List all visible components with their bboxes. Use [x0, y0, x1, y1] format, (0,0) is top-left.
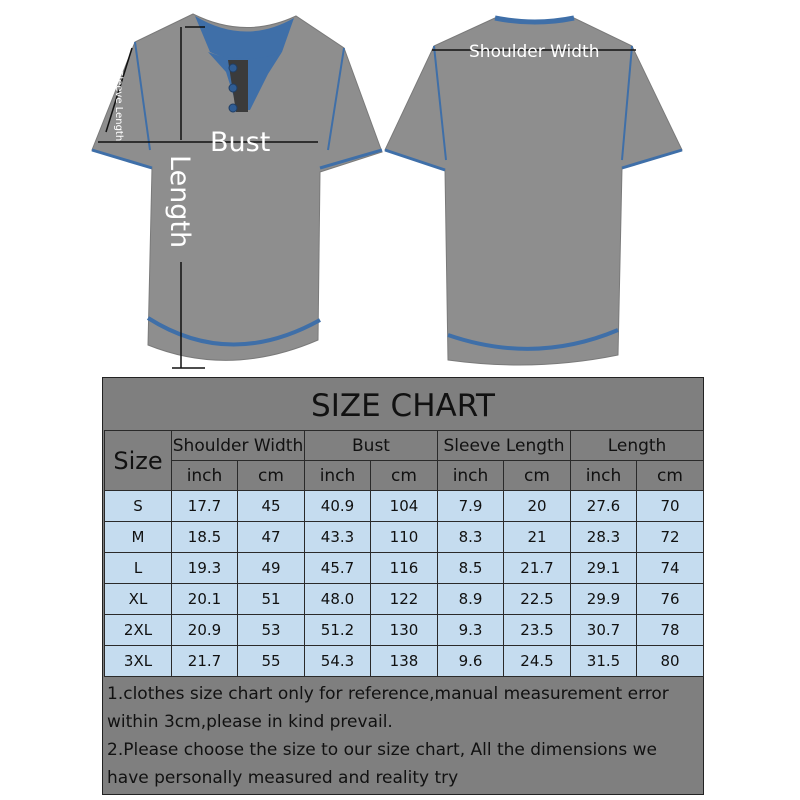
value-cell: 51.2 — [305, 615, 371, 646]
value-cell: 19.3 — [172, 553, 238, 584]
table-row — [105, 646, 704, 677]
front-shirt — [92, 14, 382, 368]
length-label: Length — [164, 155, 195, 249]
note-line: 1.clothes size chart only for reference,manual measurement error within 3cm,please in kind prevail. — [107, 684, 669, 732]
sleeve-length-label: Sleeve Length — [113, 70, 124, 142]
value-cell: 138 — [371, 646, 438, 677]
value-cell: 78 — [637, 615, 704, 646]
chart-title: SIZE CHART — [311, 388, 495, 424]
size-cell: S — [105, 491, 172, 522]
value-cell: 130 — [371, 615, 438, 646]
value-cell: 53 — [238, 615, 305, 646]
value-cell: 28.3 — [571, 522, 637, 553]
value-cell: 7.9 — [438, 491, 504, 522]
shirt-illustration — [0, 0, 800, 375]
size-header: Size — [105, 431, 172, 491]
value-cell: 30.7 — [571, 615, 637, 646]
value-cell: 8.9 — [438, 584, 504, 615]
value-cell: 47 — [238, 522, 305, 553]
value-cell: 20.1 — [172, 584, 238, 615]
value-cell: 29.9 — [571, 584, 637, 615]
size-chart — [102, 377, 704, 795]
value-cell: 8.5 — [438, 553, 504, 584]
value-cell: 45 — [238, 491, 305, 522]
value-cell: 8.3 — [438, 522, 504, 553]
value-cell: 9.6 — [438, 646, 504, 677]
value-cell: 21.7 — [172, 646, 238, 677]
group-header: Sleeve Length — [438, 431, 571, 461]
unit-header-row — [105, 461, 704, 491]
value-cell: 116 — [371, 553, 438, 584]
value-cell: 9.3 — [438, 615, 504, 646]
group-header: Length — [571, 431, 704, 461]
table-row — [105, 522, 704, 553]
size-table — [104, 430, 704, 677]
value-cell: 24.5 — [504, 646, 571, 677]
value-cell: 20.9 — [172, 615, 238, 646]
notes — [107, 680, 697, 792]
group-header-row — [105, 431, 704, 461]
size-cell: XL — [105, 584, 172, 615]
value-cell: 45.7 — [305, 553, 371, 584]
value-cell: 51 — [238, 584, 305, 615]
value-cell: 23.5 — [504, 615, 571, 646]
value-cell: 43.3 — [305, 522, 371, 553]
value-cell: 27.6 — [571, 491, 637, 522]
table-row — [105, 615, 704, 646]
value-cell: 22.5 — [504, 584, 571, 615]
unit-header: inch — [172, 461, 238, 491]
unit-header: cm — [238, 461, 305, 491]
unit-header: inch — [438, 461, 504, 491]
unit-header: cm — [504, 461, 571, 491]
unit-header: cm — [371, 461, 438, 491]
value-cell: 104 — [371, 491, 438, 522]
value-cell: 55 — [238, 646, 305, 677]
group-header: Bust — [305, 431, 438, 461]
value-cell: 31.5 — [571, 646, 637, 677]
value-cell: 18.5 — [172, 522, 238, 553]
value-cell: 29.1 — [571, 553, 637, 584]
value-cell: 76 — [637, 584, 704, 615]
value-cell: 21.7 — [504, 553, 571, 584]
value-cell: 70 — [637, 491, 704, 522]
value-cell: 74 — [637, 553, 704, 584]
table-row — [105, 553, 704, 584]
value-cell: 72 — [637, 522, 704, 553]
value-cell: 110 — [371, 522, 438, 553]
unit-header: inch — [305, 461, 371, 491]
bust-label: Bust — [210, 127, 271, 158]
value-cell: 40.9 — [305, 491, 371, 522]
shoulder-width-label: Shoulder Width — [469, 42, 600, 62]
unit-header: inch — [571, 461, 637, 491]
value-cell: 54.3 — [305, 646, 371, 677]
table-row — [105, 584, 704, 615]
size-cell: M — [105, 522, 172, 553]
value-cell: 20 — [504, 491, 571, 522]
back-shirt — [385, 18, 682, 365]
size-cell: 2XL — [105, 615, 172, 646]
value-cell: 48.0 — [305, 584, 371, 615]
table-row — [105, 491, 704, 522]
size-cell: L — [105, 553, 172, 584]
value-cell: 21 — [504, 522, 571, 553]
note-line: 2.Please choose the size to our size chart, All the dimensions we have personally measured and reality try — [107, 740, 657, 788]
unit-header: cm — [637, 461, 704, 491]
value-cell: 49 — [238, 553, 305, 584]
value-cell: 80 — [637, 646, 704, 677]
size-cell: 3XL — [105, 646, 172, 677]
value-cell: 122 — [371, 584, 438, 615]
group-header: Shoulder Width — [172, 431, 305, 461]
value-cell: 17.7 — [172, 491, 238, 522]
